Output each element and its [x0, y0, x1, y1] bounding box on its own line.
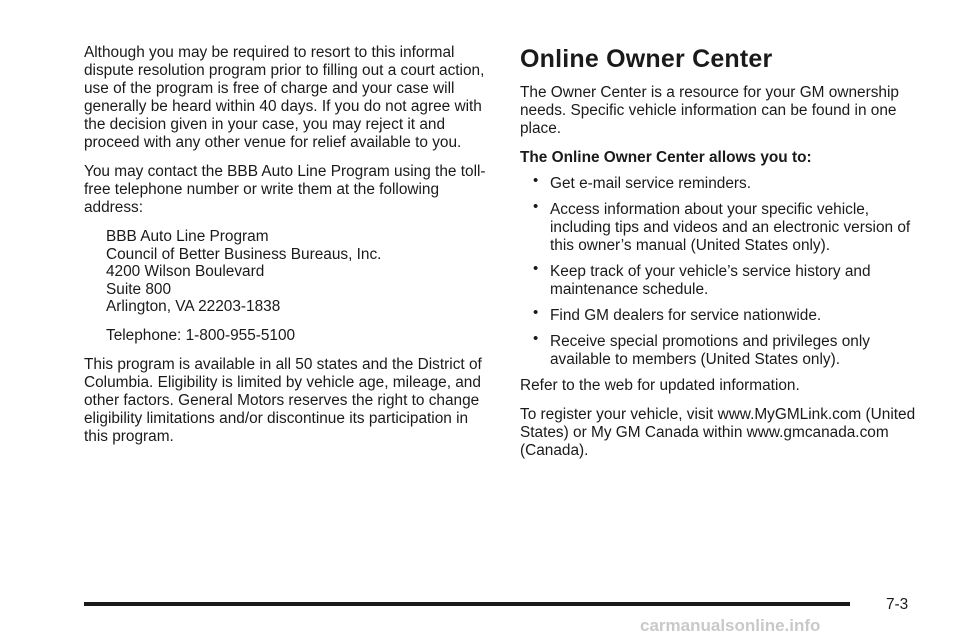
- owner-center-features: [520, 172, 920, 369]
- list-item: [520, 304, 920, 325]
- list-item: [520, 198, 920, 255]
- address-line: Suite 800: [106, 280, 172, 298]
- bbb-address: [106, 228, 494, 316]
- register-paragraph: To register your vehicle, visit www.MyGMLink.com (United States) or My GM Canada within www.gmcanada.com (Canada).: [520, 406, 916, 459]
- watermark: carmanualsonline.info: [640, 616, 821, 635]
- bullet-icon: •: [533, 198, 539, 215]
- address-line: BBB Auto Line Program: [106, 228, 269, 245]
- address-line: Council of Better Business Bureaus, Inc.: [106, 245, 382, 263]
- list-item: [520, 172, 920, 193]
- address-line: Arlington, VA 22203-1838: [106, 298, 281, 315]
- contact-paragraph: You may contact the BBB Auto Line Program using the toll-free telephone number or write them at the following address:: [84, 163, 486, 216]
- dispute-resolution-paragraph: Although you may be required to resort to this informal dispute resolution program prior to filling out a court action, use of the program is free of charge and your case will generally be heard within 40 days. If you do not agree with the decision given in your case, you may reject it and proceed with any other venue for relief available to you.: [84, 44, 485, 151]
- list-item: [520, 260, 920, 299]
- page-number: 7-3: [886, 596, 909, 613]
- eligibility-paragraph: This program is available in all 50 states and the District of Columbia. Eligibility is limited by vehicle age, mileage, and other factors. General Motors reserves the right to change eligibility limitations and/or discontinue its participation in this program.: [84, 355, 482, 445]
- list-item: [520, 330, 920, 369]
- bullet-icon: •: [533, 172, 539, 189]
- left-column: [84, 44, 494, 457]
- owner-center-lead: The Online Owner Center allows you to:: [520, 149, 812, 166]
- list-item-text: Get e-mail service reminders.: [550, 175, 751, 192]
- list-item-text: Find GM dealers for service nationwide.: [550, 307, 822, 324]
- address-line: 4200 Wilson Boulevard: [106, 263, 265, 280]
- bullet-icon: •: [533, 330, 539, 347]
- list-item-text: Receive special promotions and privileges only available to members (United States only).: [550, 333, 870, 368]
- bbb-telephone: Telephone: 1-800-955-5100: [106, 326, 296, 344]
- right-column: [520, 44, 920, 471]
- footer-rule: [84, 602, 850, 606]
- section-heading: Online Owner Center: [520, 45, 773, 73]
- list-item-text: Keep track of your vehicle’s service history and maintenance schedule.: [550, 263, 871, 298]
- refer-paragraph: Refer to the web for updated information.: [520, 377, 800, 394]
- list-item-text: Access information about your specific vehicle, including tips and videos and an electronic version of this owner’s manual (United States only).: [550, 201, 911, 254]
- bullet-icon: •: [533, 260, 539, 277]
- owner-center-intro: The Owner Center is a resource for your GM ownership needs. Specific vehicle information can be found in one place.: [520, 84, 899, 137]
- bullet-icon: •: [533, 304, 539, 321]
